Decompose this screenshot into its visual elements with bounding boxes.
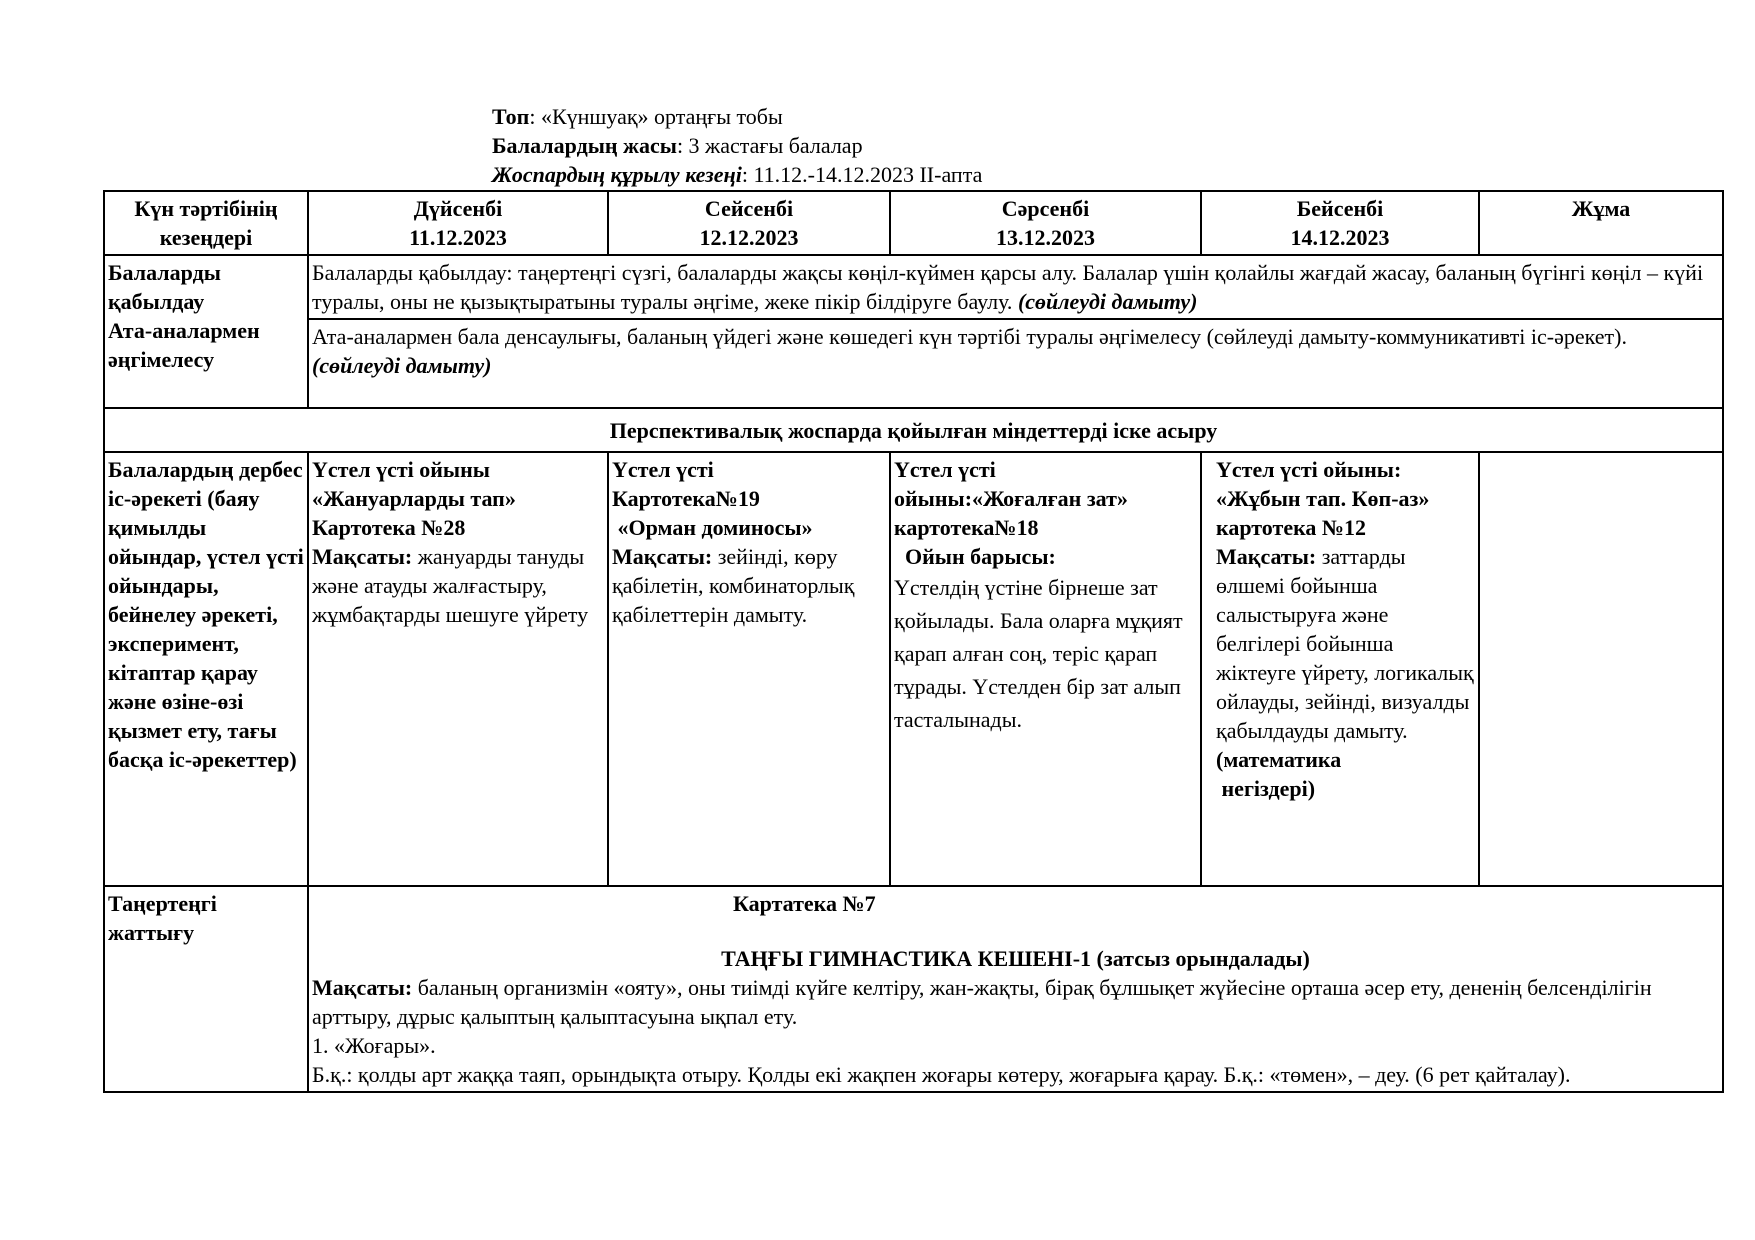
exercise-goal: Мақсаты: баланың организмін «ояту», оны тиімді күйге келтіру, жан-жақты, бірақ бұлшықет жүйесіне орташа әсер ету, дененің белсенділігін арттыру, дұрыс қалыптың қалыптасуына ықпал ету.: [312, 975, 1652, 1029]
perspective-row: [104, 408, 1723, 452]
document-header: [492, 102, 982, 189]
exercise-label-cell: Таңертеңгі жаттығу: [104, 886, 308, 1092]
reception-label-2: Ата-аналармен әңгімелесу: [108, 318, 260, 372]
reception-tag: (сөйлеуді дамыту): [1017, 289, 1198, 314]
header-cell-monday: Дүйсенбі 11.12.2023: [308, 191, 608, 255]
period-value: : 11.12.-14.12.2023 ІІ-апта: [741, 162, 983, 187]
table-header-row: [104, 191, 1723, 255]
age-value: : 3 жастағы балалар: [676, 133, 863, 158]
age-label: Балалардың жасы: [492, 133, 677, 158]
parents-text: Ата-аналармен бала денсаулығы, баланың үйдегі және көшедегі күн тәртібі туралы әңгімелесу (сөйлеуді дамыту-коммуникативті іс-әрекет).: [312, 324, 1627, 349]
header-cell-period: Күн тәртібінің кезеңдері: [104, 191, 308, 255]
group-line: [492, 102, 982, 131]
parents-tag: (сөйлеуді дамыту): [312, 353, 492, 378]
age-line: [492, 131, 982, 160]
exercise-card: Картатека №7: [733, 891, 876, 916]
header-cell-thursday: Бейсенбі 14.12.2023: [1201, 191, 1479, 255]
period-label: Жоспардың құрылу кезеңі: [492, 162, 742, 187]
morning-exercise-row: [104, 886, 1723, 1092]
monday-activity-cell: Үстел үсті ойыны «Жануарларды тап» Картотека №28 Мақсаты: жануарды тануды және атауды жалғастыру, жұмбақтарды шешуге үйрету: [308, 452, 608, 886]
reception-label-1: Балаларды қабылдау: [108, 260, 221, 314]
reception-row-2: [104, 319, 1723, 408]
exercise-item-1-text: Б.қ.: қолды арт жаққа таяп, орындықта отыру. Қолды екі жақпен жоғары көтеру, жоғарыға қарау. Б.қ.: «төмен», – деу. (6 рет қайталау).: [312, 1062, 1571, 1087]
header-cell-tuesday: Сейсенбі 12.12.2023: [608, 191, 890, 255]
header-cell-friday: Жұма: [1479, 191, 1723, 255]
friday-activity-cell: [1479, 452, 1723, 886]
group-value: : «Күншуақ» ортаңғы тобы: [529, 104, 783, 129]
tuesday-activity-cell: Үстел үсті Картотека№19 «Орман доминосы» Мақсаты: зейінді, көру қабілетін, комбинаторлық қабілеттерін дамыту.: [608, 452, 890, 886]
exercise-item-1: 1. «Жоғары».: [312, 1033, 436, 1058]
independent-activity-row: [104, 452, 1723, 886]
independent-label-cell: Балалардың дербес іс-әрекеті (баяу қимылды ойындар, үстел үсті ойындары, бейнелеу әрекеті, эксперимент, кітаптар қарау және өзіне-өзі қызмет ету, тағы басқа іс-әрекеттер): [104, 452, 308, 886]
exercise-content-cell: [308, 886, 1723, 1092]
group-label: Топ: [492, 104, 530, 129]
parents-text-cell: [308, 319, 1723, 408]
wednesday-activity-cell: Үстел үсті ойыны:«Жоғалған зат» картотека№18 Ойын барысы: Үстелдің үстіне бірнеше зат қойылады. Бала оларға мұқият қарап алған соң, теріс қарап тұрады. Үстелден бір зат алып тасталынады.: [890, 452, 1201, 886]
period-line: [492, 160, 982, 189]
weekly-plan-table: [103, 190, 1724, 1093]
reception-text: Балаларды қабылдау: таңертеңгі сүзгі, балаларды жақсы көңіл-күймен қарсы алу. Балалар үшін қолайлы жағдай жасау, баланың бүгінгі көңіл – күйі туралы, оны не қызықтыратыны туралы әңгіме, жеке пікір білдіруге баулу.: [312, 260, 1704, 314]
exercise-title: ТАҢҒЫ ГИМНАСТИКА КЕШЕНІ-1 (затсыз орындалады): [721, 946, 1310, 971]
reception-text-cell: [308, 255, 1723, 319]
thursday-activity-cell: Үстел үсті ойыны: «Жұбын тап. Көп-аз» картотека №12 Мақсаты: заттарды өлшемі бойынша салыстыруға және белгілері бойынша жіктеуге үйрету, логикалық ойлауды, зейінді, визуалды қабылдауды дамыту. (математика негіздері): [1201, 452, 1479, 886]
header-cell-wednesday: Сәрсенбі 13.12.2023: [890, 191, 1201, 255]
reception-label-cell: [104, 255, 308, 408]
perspective-cell: Перспективалық жоспарда қойылған міндеттерді іске асыру: [104, 408, 1723, 452]
reception-row-1: [104, 255, 1723, 319]
